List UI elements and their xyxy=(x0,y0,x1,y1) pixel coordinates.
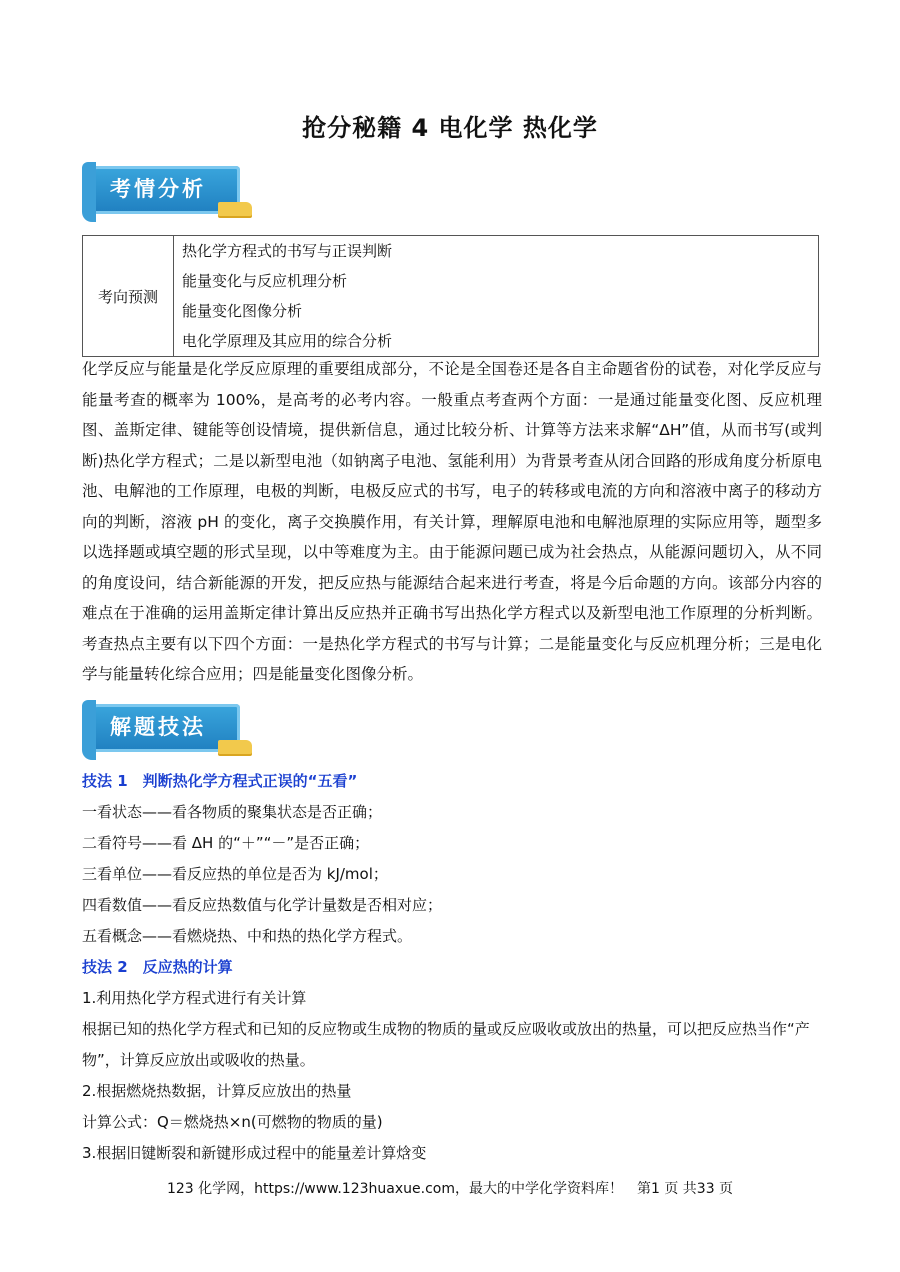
subheading: 3.根据旧键断裂和新键形成过程中的能量差计算焓变 xyxy=(82,1144,427,1162)
book-icon xyxy=(218,740,252,754)
check-item: 三看单位——看反应热的单位是否为 kJ/mol； xyxy=(82,865,388,883)
body-text: 根据已知的热化学方程式和已知的反应物或生成物的物质的量或反应吸收或放出的热量，可以把反应热当作“产物”，计算反应放出或吸收的热量。 xyxy=(82,1020,810,1069)
forecast-item: 电化学原理及其应用的综合分析 xyxy=(182,332,393,350)
page-title: 抢分秘籍 4 电化学 热化学 xyxy=(302,114,598,142)
section-banner-exam-analysis xyxy=(82,162,254,222)
formula-text: 计算公式：Q＝燃烧热×n(可燃物的物质的量) xyxy=(82,1113,383,1131)
forecast-table xyxy=(82,235,819,357)
forecast-label: 考向预测 xyxy=(83,236,174,357)
check-item: 一看状态——看各物质的聚集状态是否正确； xyxy=(82,803,383,821)
banner-tab-decoration xyxy=(82,162,96,222)
intro-paragraph: 化学反应与能量是化学反应原理的重要组成部分，不论是全国卷还是各自主命题省份的试卷，对化学反应与能量考查的概率为 100%，是高考的必考内容。一般重点考查两个方面：一是通过能量变化图、反应机理图、盖斯定律、键能等创设情境，提供新信息，通过比较分析、计算等方法来求解“ΔH”值，从而书写(或判断)热化学方程式；二是以新型电池（如钠离子电池、氢能利用）为背景考查从闭合回路的形成角度分析原电池、电解池的工作原理，电极的判断，电极反应式的书写，电子的转移或电流的方向和溶液中离子的移动方向的判断，溶液 pH 的变化，离子交换膜作用，有关计算，理解原电池和电解池原理的实际应用等，题型多以选择题或填空题的形式呈现，以中等难度为主。由于能源问题已成为社会热点，从能源问题切入，从不同的角度设问，结合新能源的开发，把反应热与能源结合起来进行考查，将是今后命题的方向。该部分内容的难点在于准确的运用盖斯定律计算出反应热并正确书写出热化学方程式以及新型电池工作原理的分析判断。考查热点主要有以下四个方面：一是热化学方程式的书写与计算；二是能量变化与反应机理分析；三是电化学与能量转化综合应用；四是能量变化图像分析。 xyxy=(82,360,822,683)
check-item: 五看概念——看燃烧热、中和热的热化学方程式。 xyxy=(82,927,413,945)
forecast-item: 能量变化与反应机理分析 xyxy=(182,272,348,290)
check-item: 四看数值——看反应热数值与化学计量数是否相对应； xyxy=(82,896,443,914)
subheading: 1.利用热化学方程式进行有关计算 xyxy=(82,989,307,1007)
subheading: 2.根据燃烧热数据，计算反应放出的热量 xyxy=(82,1082,352,1100)
forecast-item: 能量变化图像分析 xyxy=(182,302,303,320)
page-footer: 123 化学网，https://www.123huaxue.com，最大的中学化学资料库！ 第1 页 共33 页 xyxy=(166,1181,734,1197)
check-item: 二看符号——看 ΔH 的“＋”“－”是否正确； xyxy=(82,834,370,852)
book-icon xyxy=(218,202,252,216)
banner-tab-decoration xyxy=(82,700,96,760)
technique-1-section xyxy=(82,766,822,1169)
banner-label: 考情分析 xyxy=(110,177,206,201)
technique-2-heading: 技法 2 反应热的计算 xyxy=(82,958,233,976)
technique-1-heading: 技法 1 判断热化学方程式正误的“五看” xyxy=(82,772,358,790)
section-banner-techniques xyxy=(82,700,254,760)
forecast-items xyxy=(174,236,819,357)
forecast-item: 热化学方程式的书写与正误判断 xyxy=(182,242,393,260)
banner-label: 解题技法 xyxy=(110,715,206,739)
